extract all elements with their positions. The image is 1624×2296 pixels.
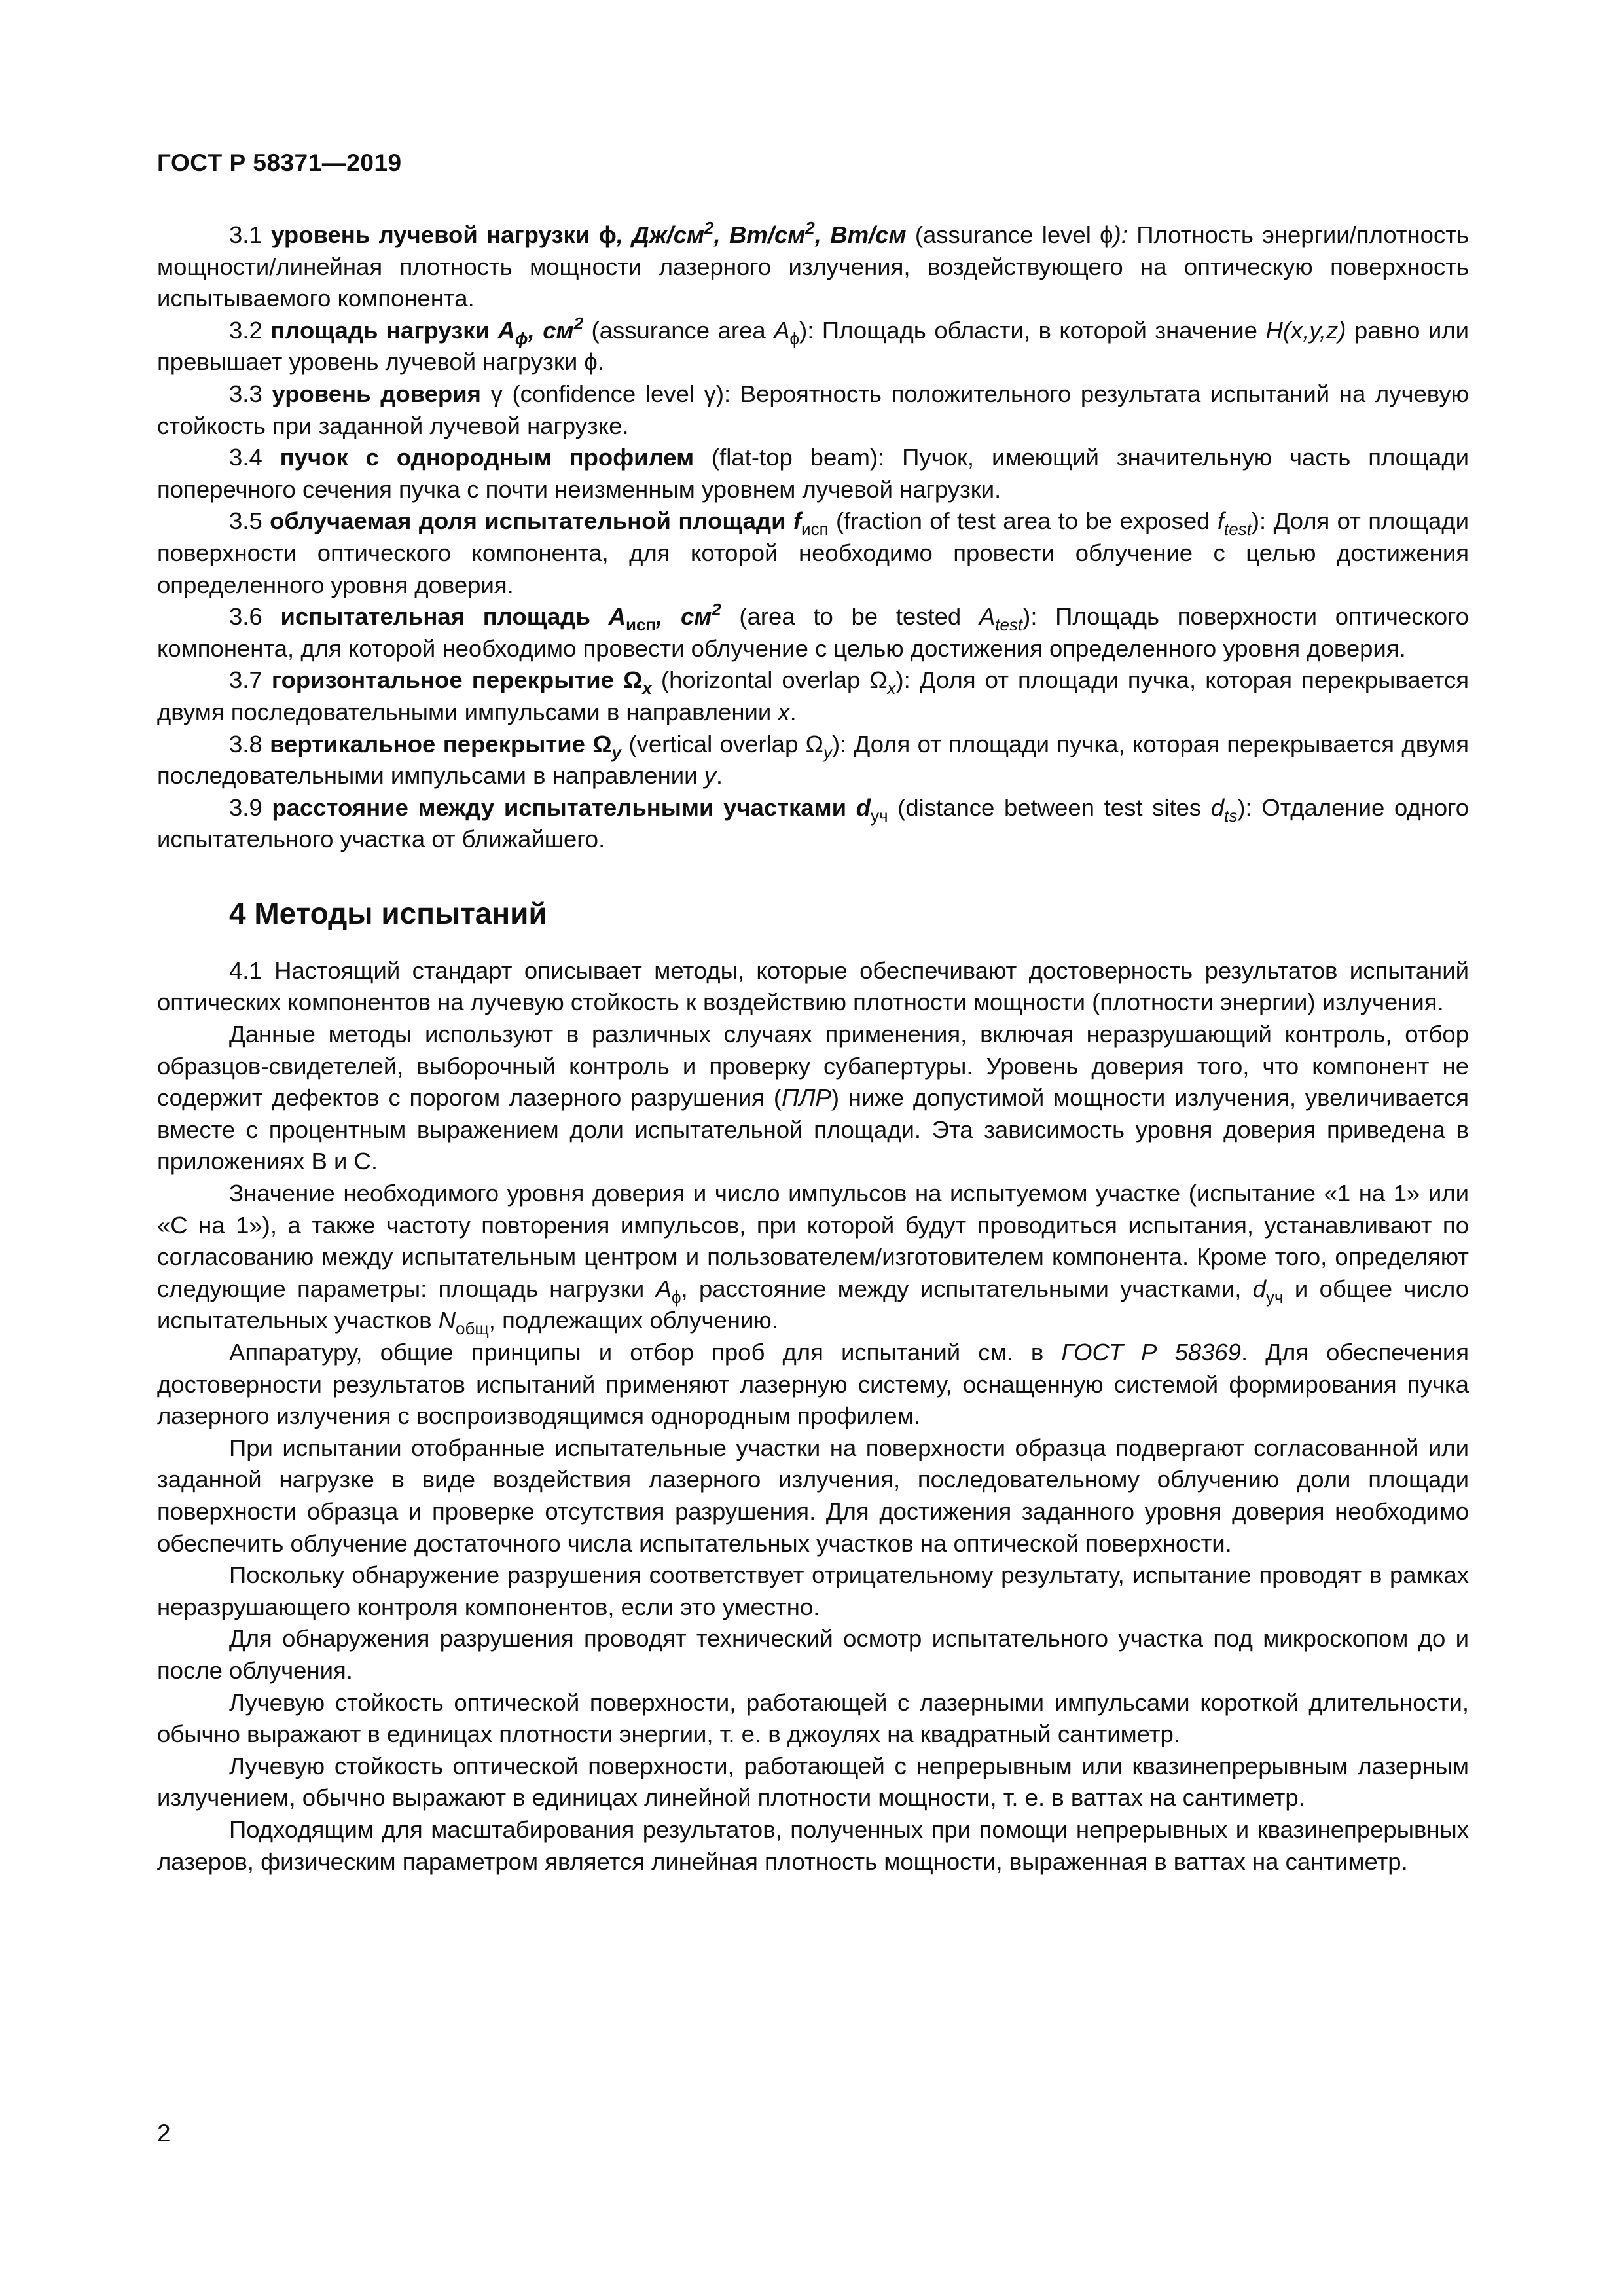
section-heading: 4 Методы испытаний: [229, 896, 547, 930]
paragraph: Значение необходимого уровня доверия и число импульсов на испытуемом участке (испытание «1 на 1» или «С на 1»), а также частоту повторения импульсов, при которой будут проводиться испытания, устанавливают по согласованию между испытательным центром и пользователем/изготовителем компонента. Кроме того, определяют следующие параметры: площадь нагрузки $A_\phi$, расстояние между испытательными участками, $d_{уч}$ и общее число испытательных участков $N_{общ}$, подлежащих облучению.: [157, 1180, 1469, 1339]
paragraph: При испытании отобранные испытательные участки на поверхности образца подвергают согласованной или заданной нагрузке в виде воздействия лазерного излучения, последовательному облучению доли площади поверхности образца и проверке отсутствия разрушения. Для достижения заданного уровня доверия необходимо обеспечить облучение достаточного числа испытательных участков на оптической поверхности.: [157, 1434, 1469, 1557]
term: горизонтальное перекрытие: [271, 666, 624, 694]
clause-number: 3.2: [229, 316, 271, 344]
term: уровень доверия: [272, 380, 491, 407]
definition-text: Площадь области, в которой значение H(x,y,z) равно или превышает уровень лучевой нагрузки ϕ.: [157, 316, 1469, 376]
clause-number: 3.5: [229, 507, 270, 535]
clause-number: 3.9: [229, 793, 272, 821]
paragraph: Подходящим для масштабирования результатов, полученных при помощи непрерывных и квазинепрерывных лазеров, физическим параметром является линейная плотность мощности, выраженная в ваттах на сантиметр.: [157, 1815, 1469, 1875]
english-equivalent: (flat-top beam):: [694, 444, 903, 471]
term-units: , $Дж/см^2$, $Вт/см^2$, Вт/см: [616, 218, 907, 248]
definition-3-2: [157, 315, 1469, 378]
definition-3-6: [157, 601, 1469, 665]
term-symbol: $\Omega_x$: [623, 666, 652, 699]
term: расстояние между испытательными участками: [272, 793, 856, 821]
term: вертикальное перекрытие: [270, 730, 593, 757]
abbreviation: ПЛР: [782, 1084, 831, 1112]
definition-3-3: [157, 378, 1469, 442]
term-symbol: $\Omega_y$: [592, 730, 622, 762]
definition-text: Площадь поверхности оптического компонента, для которой необходимо провести облучение с целью достижения определенного уровня доверия.: [157, 603, 1469, 662]
english-equivalent: (fraction of test area to be exposed $f_{test}$):: [828, 507, 1274, 539]
term: испытательная площадь: [280, 603, 609, 630]
page-body: [157, 219, 1469, 1878]
definition-3-7: [157, 665, 1469, 728]
definition-3-1: [157, 219, 1469, 315]
definition-text: Доля от площади пучка, которая перекрывается двумя последовательными импульсами в направлении x.: [157, 666, 1470, 725]
clause-number: 3.8: [229, 730, 270, 757]
document-header: ГОСТ Р 58371—2019: [157, 149, 402, 176]
paragraph: Поскольку обнаружение разрушения соответствует отрицательному результату, испытание проводят в рамках неразрушающего контроля компонентов, если это уместно.: [157, 1561, 1469, 1620]
clause-number: 3.1: [229, 221, 272, 248]
term-symbol: ϕ: [598, 221, 617, 248]
english-equivalent: (vertical overlap $\Omega_y$):: [621, 730, 854, 762]
definition-3-8: [157, 729, 1469, 792]
english-equivalent: (assurance area $A_\phi$):: [583, 316, 822, 348]
paragraph: Данные методы используют в различных случаях применения, включая неразрушающий контроль, отбор образцов-свидетелей, выборочный контроль и проверку субапертуры. Уровень доверия того, что компонент не содержит дефектов с порогом лазерного разрушения (ПЛР) ниже допустимой мощности излучения, увеличивается вместе с процентным выражением доли испытательной площади. Эта зависимость уровня доверия приведена в приложениях В и С.: [157, 1021, 1469, 1175]
definition-text: Доля от площади пучка, которая перекрывается двумя последовательными импульсами в направлении y.: [157, 730, 1469, 790]
definition-text: Пучок, имеющий значительную часть площади поперечного сечения пучка с почти неизменным уровнем лучевой нагрузки.: [157, 444, 1470, 503]
term: пучок с однородным профилем: [280, 444, 695, 471]
term: уровень лучевой нагрузки: [271, 221, 599, 248]
definition-text: Доля от площади поверхности оптического компонента, для которой необходимо провести облучение с целью достижения определенного уровня доверия.: [157, 507, 1469, 598]
clause-number: 3.3: [229, 380, 272, 407]
paragraph: Аппаратуру, общие принципы и отбор проб для испытаний см. в ГОСТ Р 58369. Для обеспечения достоверности результатов испытаний применяют лазерную систему, оснащенную системой формирования пучка лазерного излучения с воспроизводящимся однородным профилем.: [157, 1339, 1469, 1430]
term-symbol: γ: [490, 380, 503, 407]
definition-text: Вероятность положительного результата испытаний на лучевую стойкость при заданной лучевой нагрузке.: [157, 380, 1469, 439]
paragraph: Для обнаружения разрушения проводят технический осмотр испытательного участка под микроскопом до и после облучения.: [157, 1625, 1469, 1684]
english-equivalent: (horizontal overlap $\Omega_x$):: [651, 666, 920, 699]
english-equivalent: (assurance level ϕ):: [906, 221, 1137, 248]
english-equivalent: (distance between test sites $d_{ts}$):: [888, 793, 1262, 826]
term-symbol: $d_{уч}$: [856, 793, 888, 826]
definition-3-9: [157, 792, 1469, 856]
term-symbol: $A_\phi$: [497, 316, 528, 348]
standard-reference: ГОСТ Р 58369: [1061, 1339, 1241, 1366]
clause-number: 3.6: [229, 603, 281, 630]
term-units: , $см^2$: [528, 313, 584, 344]
definition-3-5: [157, 505, 1469, 601]
page-number: 2: [157, 2120, 171, 2147]
english-equivalent: (area to be tested $A_{test}$):: [721, 603, 1056, 635]
term: площадь нагрузки: [270, 316, 498, 344]
paragraph: Лучевую стойкость оптической поверхности, работающей с непрерывным или квазинепрерывным лазерным излучением, обычно выражают в единицах линейной плотности мощности, т. е. в ваттах на сантиметр.: [157, 1752, 1469, 1812]
english-equivalent: (confidence level γ):: [502, 380, 740, 407]
definition-3-4: [157, 442, 1469, 505]
term: облучаемая доля испытательной площади: [270, 507, 793, 535]
term-symbol: $f_{исп}$: [793, 507, 829, 539]
term-units: , $см^2$: [656, 600, 721, 630]
term-symbol: $A_{исп}$: [608, 603, 657, 635]
clause-number: 3.4: [229, 444, 280, 471]
definition-text: Отдаление одного испытательного участка от ближайшего.: [157, 793, 1470, 853]
paragraph: Лучевую стойкость оптической поверхности, работающей с лазерными импульсами короткой длительности, обычно выражают в единицах плотности энергии, т. е. в джоулях на квадратный сантиметр.: [157, 1688, 1469, 1748]
paragraph-4-1: 4.1 Настоящий стандарт описывает методы, которые обеспечивают достоверность результатов испытаний оптических компонентов на лучевую стойкость к воздействию плотности мощности (плотности энергии) излучения.: [157, 957, 1469, 1016]
clause-number: 3.7: [229, 666, 272, 694]
definition-text: Плотность энергии/плотность мощности/линейная плотность мощности лазерного излучения, воздействующего на оптическую поверхность испытываемого компонента.: [157, 221, 1469, 312]
